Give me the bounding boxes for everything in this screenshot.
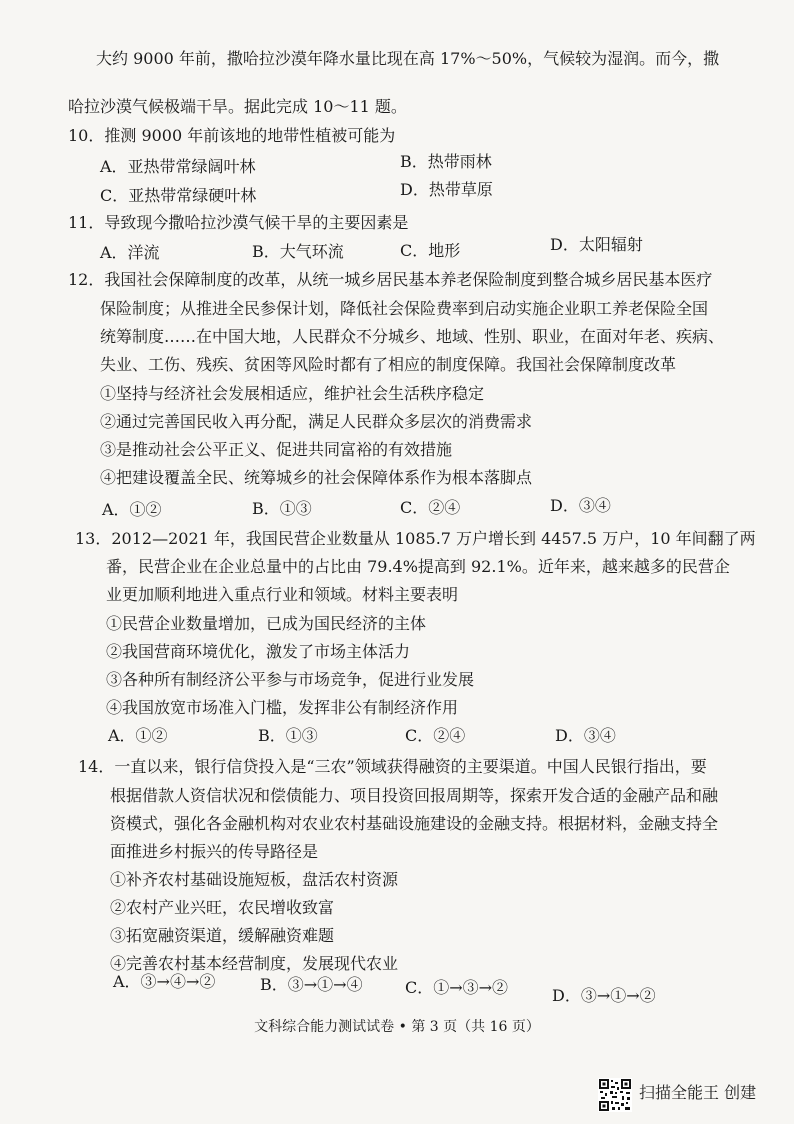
q12-option-a: A．①②	[102, 500, 162, 519]
q13-statement-2: ②我国营商环境优化，激发了市场主体活力	[106, 642, 411, 661]
q10-option-a: A．亚热带常绿阔叶林	[100, 157, 256, 176]
q10-option-c: C．亚热带常绿硬叶林	[100, 186, 257, 205]
q12-statement-3: ③是推动社会公平正义、促进共同富裕的有效措施	[100, 440, 453, 459]
q14-option-a: A．③→④→②	[113, 972, 216, 991]
q10-stem: 10．推测 9000 年前该地的地带性植被可能为	[68, 126, 396, 145]
q13-option-b: B．①③	[258, 726, 318, 745]
intro-line-1: 大约 9000 年前，撒哈拉沙漠年降水量比现在高 17%～50%，气候较为湿润。而今，撒	[96, 49, 720, 68]
q13-statement-3: ③各种所有制经济公平参与市场竞争，促进行业发展	[106, 670, 475, 689]
q12-statement-4: ④把建设覆盖全民、统筹城乡的社会保障体系作为根本落脚点	[100, 468, 533, 487]
q13-stem-line-1: 13．2012—2021 年，我国民营企业数量从 1085.7 万户增长到 4457.5 万户，10 年间翻了两	[75, 529, 756, 548]
q12-option-c: C．②④	[400, 498, 461, 517]
q13-option-c: C．②④	[405, 726, 466, 745]
q13-stem-line-3: 业更加顺利地进入重点行业和领域。材料主要表明	[106, 585, 459, 604]
page-footer: 文科综合能力测试试卷 • 第 3 页（共 16 页）	[254, 1019, 540, 1035]
q11-option-b: B．大气环流	[252, 242, 344, 261]
q14-option-d: D．③→①→②	[552, 986, 656, 1005]
q12-stem-line-1: 12．我国社会保障制度的改革，从统一城乡居民基本养老保险制度到整合城乡居民基本医疗	[68, 270, 713, 289]
q14-stem-line-3: 资模式，强化各金融机构对农业农村基础设施建设的金融支持。根据材料，金融支持全	[110, 814, 719, 833]
q12-stem-line-3: 统筹制度……在中国大地，人民群众不分城乡、地域、性别、职业，在面对年老、疾病、	[100, 327, 725, 346]
q10-option-d: D．热带草原	[400, 180, 493, 199]
q12-stem-line-4: 失业、工伤、残疾、贫困等风险时都有了相应的制度保障。我国社会保障制度改革	[100, 355, 677, 374]
qr-code-icon	[598, 1078, 632, 1112]
scanner-watermark: 扫描全能王 创建	[639, 1083, 757, 1102]
q14-option-b: B．③→①→④	[260, 975, 363, 994]
q10-option-b: B．热带雨林	[400, 152, 492, 171]
q14-statement-4: ④完善农村基本经营制度，发展现代农业	[110, 954, 399, 973]
intro-line-2: 哈拉沙漠气候极端干旱。据此完成 10～11 题。	[68, 97, 407, 116]
q12-option-d: D．③④	[550, 496, 611, 515]
q11-option-c: C．地形	[400, 241, 461, 260]
q14-option-c: C．①→③→②	[405, 978, 509, 997]
q13-statement-1: ①民营企业数量增加，已成为国民经济的主体	[106, 614, 427, 633]
q14-stem-line-4: 面推进乡村振兴的传导路径是	[110, 842, 319, 861]
q13-option-a: A．①②	[108, 726, 168, 745]
q14-statement-3: ③拓宽融资渠道，缓解融资难题	[110, 926, 335, 945]
q12-stem-line-2: 保险制度；从推进全民参保计划，降低社会保险费率到启动实施企业职工养老保险全国	[100, 299, 709, 318]
q12-option-b: B．①③	[252, 499, 312, 518]
q14-stem-line-2: 根据借款人资信状况和偿债能力、项目投资回报周期等，探索开发合适的金融产品和融	[110, 786, 719, 805]
q14-statement-2: ②农村产业兴旺，农民增收致富	[110, 898, 335, 917]
q13-option-d: D．③④	[555, 726, 616, 745]
q11-option-d: D．太阳辐射	[550, 235, 643, 254]
q13-statement-4: ④我国放宽市场准入门槛，发挥非公有制经济作用	[106, 698, 459, 717]
q12-statement-2: ②通过完善国民收入再分配，满足人民群众多层次的消费需求	[100, 412, 533, 431]
q13-stem-line-2: 番，民营企业在企业总量中的占比由 79.4%提高到 92.1%。近年来，越来越多的民营企	[106, 557, 730, 576]
q11-option-a: A．洋流	[100, 243, 160, 262]
q14-stem-line-1: 14．一直以来，银行信贷投入是“三农”领域获得融资的主要渠道。中国人民银行指出，要	[78, 757, 707, 776]
q11-stem: 11．导致现今撒哈拉沙漠气候干旱的主要因素是	[68, 213, 409, 232]
q12-statement-1: ①坚持与经济社会发展相适应，维护社会生活秩序稳定	[100, 384, 485, 403]
q14-statement-1: ①补齐农村基础设施短板，盘活农村资源	[110, 870, 399, 889]
